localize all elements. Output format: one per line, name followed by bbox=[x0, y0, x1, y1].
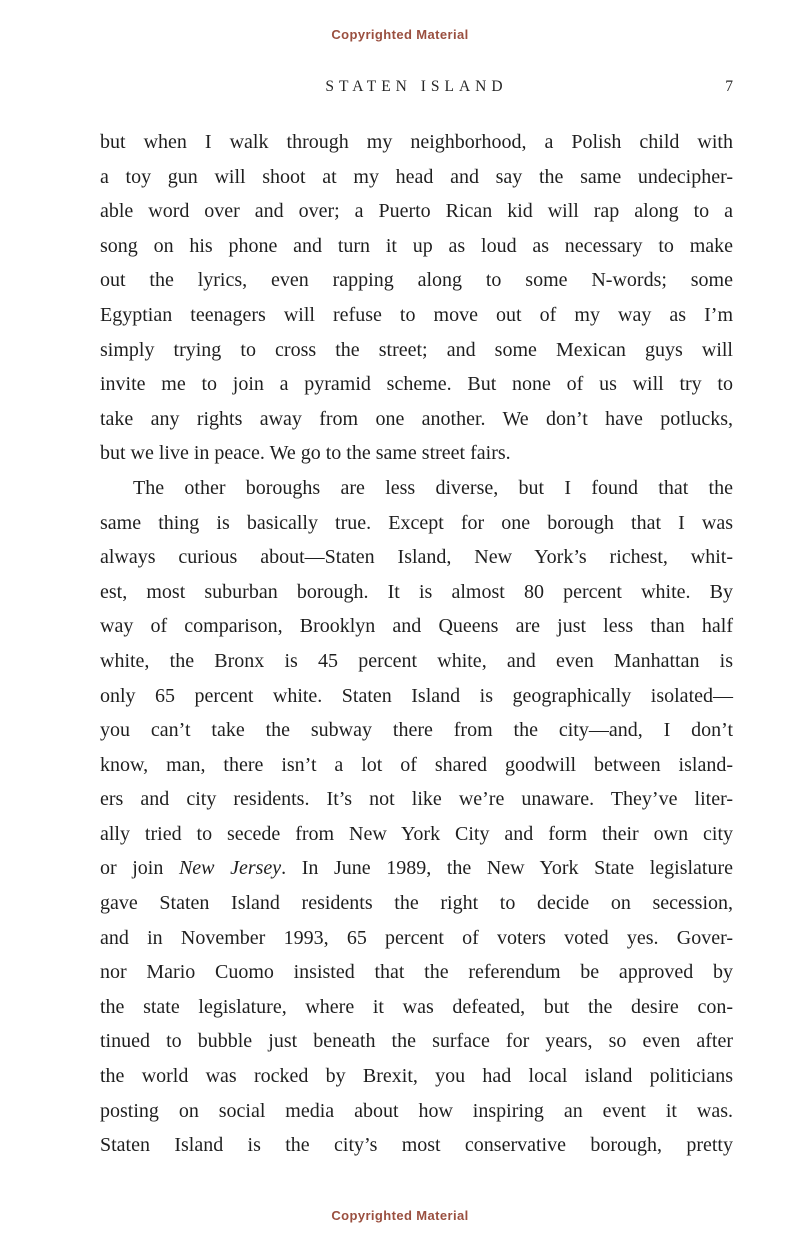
text-line: est, most suburban borough. It is almost 80 percent white. By bbox=[100, 580, 733, 603]
text-line: the world was rocked by Brexit, you had local island politicians bbox=[100, 1065, 733, 1088]
paragraph bbox=[100, 125, 733, 471]
text-line: Staten Island is the city’s most conservative borough, pretty bbox=[100, 1134, 733, 1157]
page-number: 7 bbox=[725, 78, 733, 95]
text-line: way of comparison, Brooklyn and Queens are just less than half bbox=[100, 615, 733, 638]
text-line: always curious about—Staten Island, New York’s richest, whit- bbox=[100, 546, 733, 569]
text-line: ers and city residents. It’s not like we’re unaware. They’ve liter- bbox=[100, 788, 733, 811]
text-line: simply trying to cross the street; and some Mexican guys will bbox=[100, 338, 733, 361]
text-line: gave Staten Island residents the right to decide on secession, bbox=[100, 892, 733, 915]
text-line: tinued to bubble just beneath the surface for years, so even after bbox=[100, 1030, 733, 1053]
paragraph bbox=[100, 471, 733, 1163]
text-line: you can’t take the subway there from the city—and, I don’t bbox=[100, 719, 733, 742]
copyright-notice-bottom: Copyrighted Material bbox=[331, 1208, 469, 1223]
text-line: but we live in peace. We go to the same street fairs. bbox=[100, 442, 511, 465]
text-line: nor Mario Cuomo insisted that the referendum be approved by bbox=[100, 961, 733, 984]
text-line: same thing is basically true. Except for one borough that I was bbox=[100, 511, 733, 534]
text-line: posting on social media about how inspiring an event it was. bbox=[100, 1099, 733, 1122]
text-line: ally tried to secede from New York City and form their own city bbox=[100, 822, 733, 845]
text-line: a toy gun will shoot at my head and say the same undecipher- bbox=[100, 165, 733, 188]
text-line: or join New Jersey. In June 1989, the New York State legislature bbox=[100, 857, 733, 880]
text-line: song on his phone and turn it up as loud as necessary to make bbox=[100, 234, 733, 257]
chapter-title: STATEN ISLAND bbox=[325, 78, 508, 95]
text-line: only 65 percent white. Staten Island is geographically isolated— bbox=[100, 684, 733, 707]
text-line: Egyptian teenagers will refuse to move out of my way as I’m bbox=[100, 303, 733, 326]
text-line: able word over and over; a Puerto Rican kid will rap along to a bbox=[100, 200, 733, 223]
page-body bbox=[100, 125, 733, 1163]
text-line: invite me to join a pyramid scheme. But none of us will try to bbox=[100, 373, 733, 396]
text-line: white, the Bronx is 45 percent white, and even Manhattan is bbox=[100, 649, 733, 672]
text-line: but when I walk through my neighborhood, a Polish child with bbox=[100, 131, 733, 153]
text-line: The other boroughs are less diverse, but I found that the bbox=[133, 476, 733, 499]
running-header bbox=[100, 78, 733, 98]
text-line: the state legislature, where it was defeated, but the desire con- bbox=[100, 995, 733, 1018]
text-line: and in November 1993, 65 percent of voters voted yes. Gover- bbox=[100, 926, 733, 949]
copyright-notice-top: Copyrighted Material bbox=[331, 27, 469, 42]
text-line: know, man, there isn’t a lot of shared goodwill between island- bbox=[100, 753, 733, 776]
text-line: out the lyrics, even rapping along to some N-words; some bbox=[100, 269, 733, 292]
text-line: take any rights away from one another. We don’t have potlucks, bbox=[100, 407, 733, 430]
